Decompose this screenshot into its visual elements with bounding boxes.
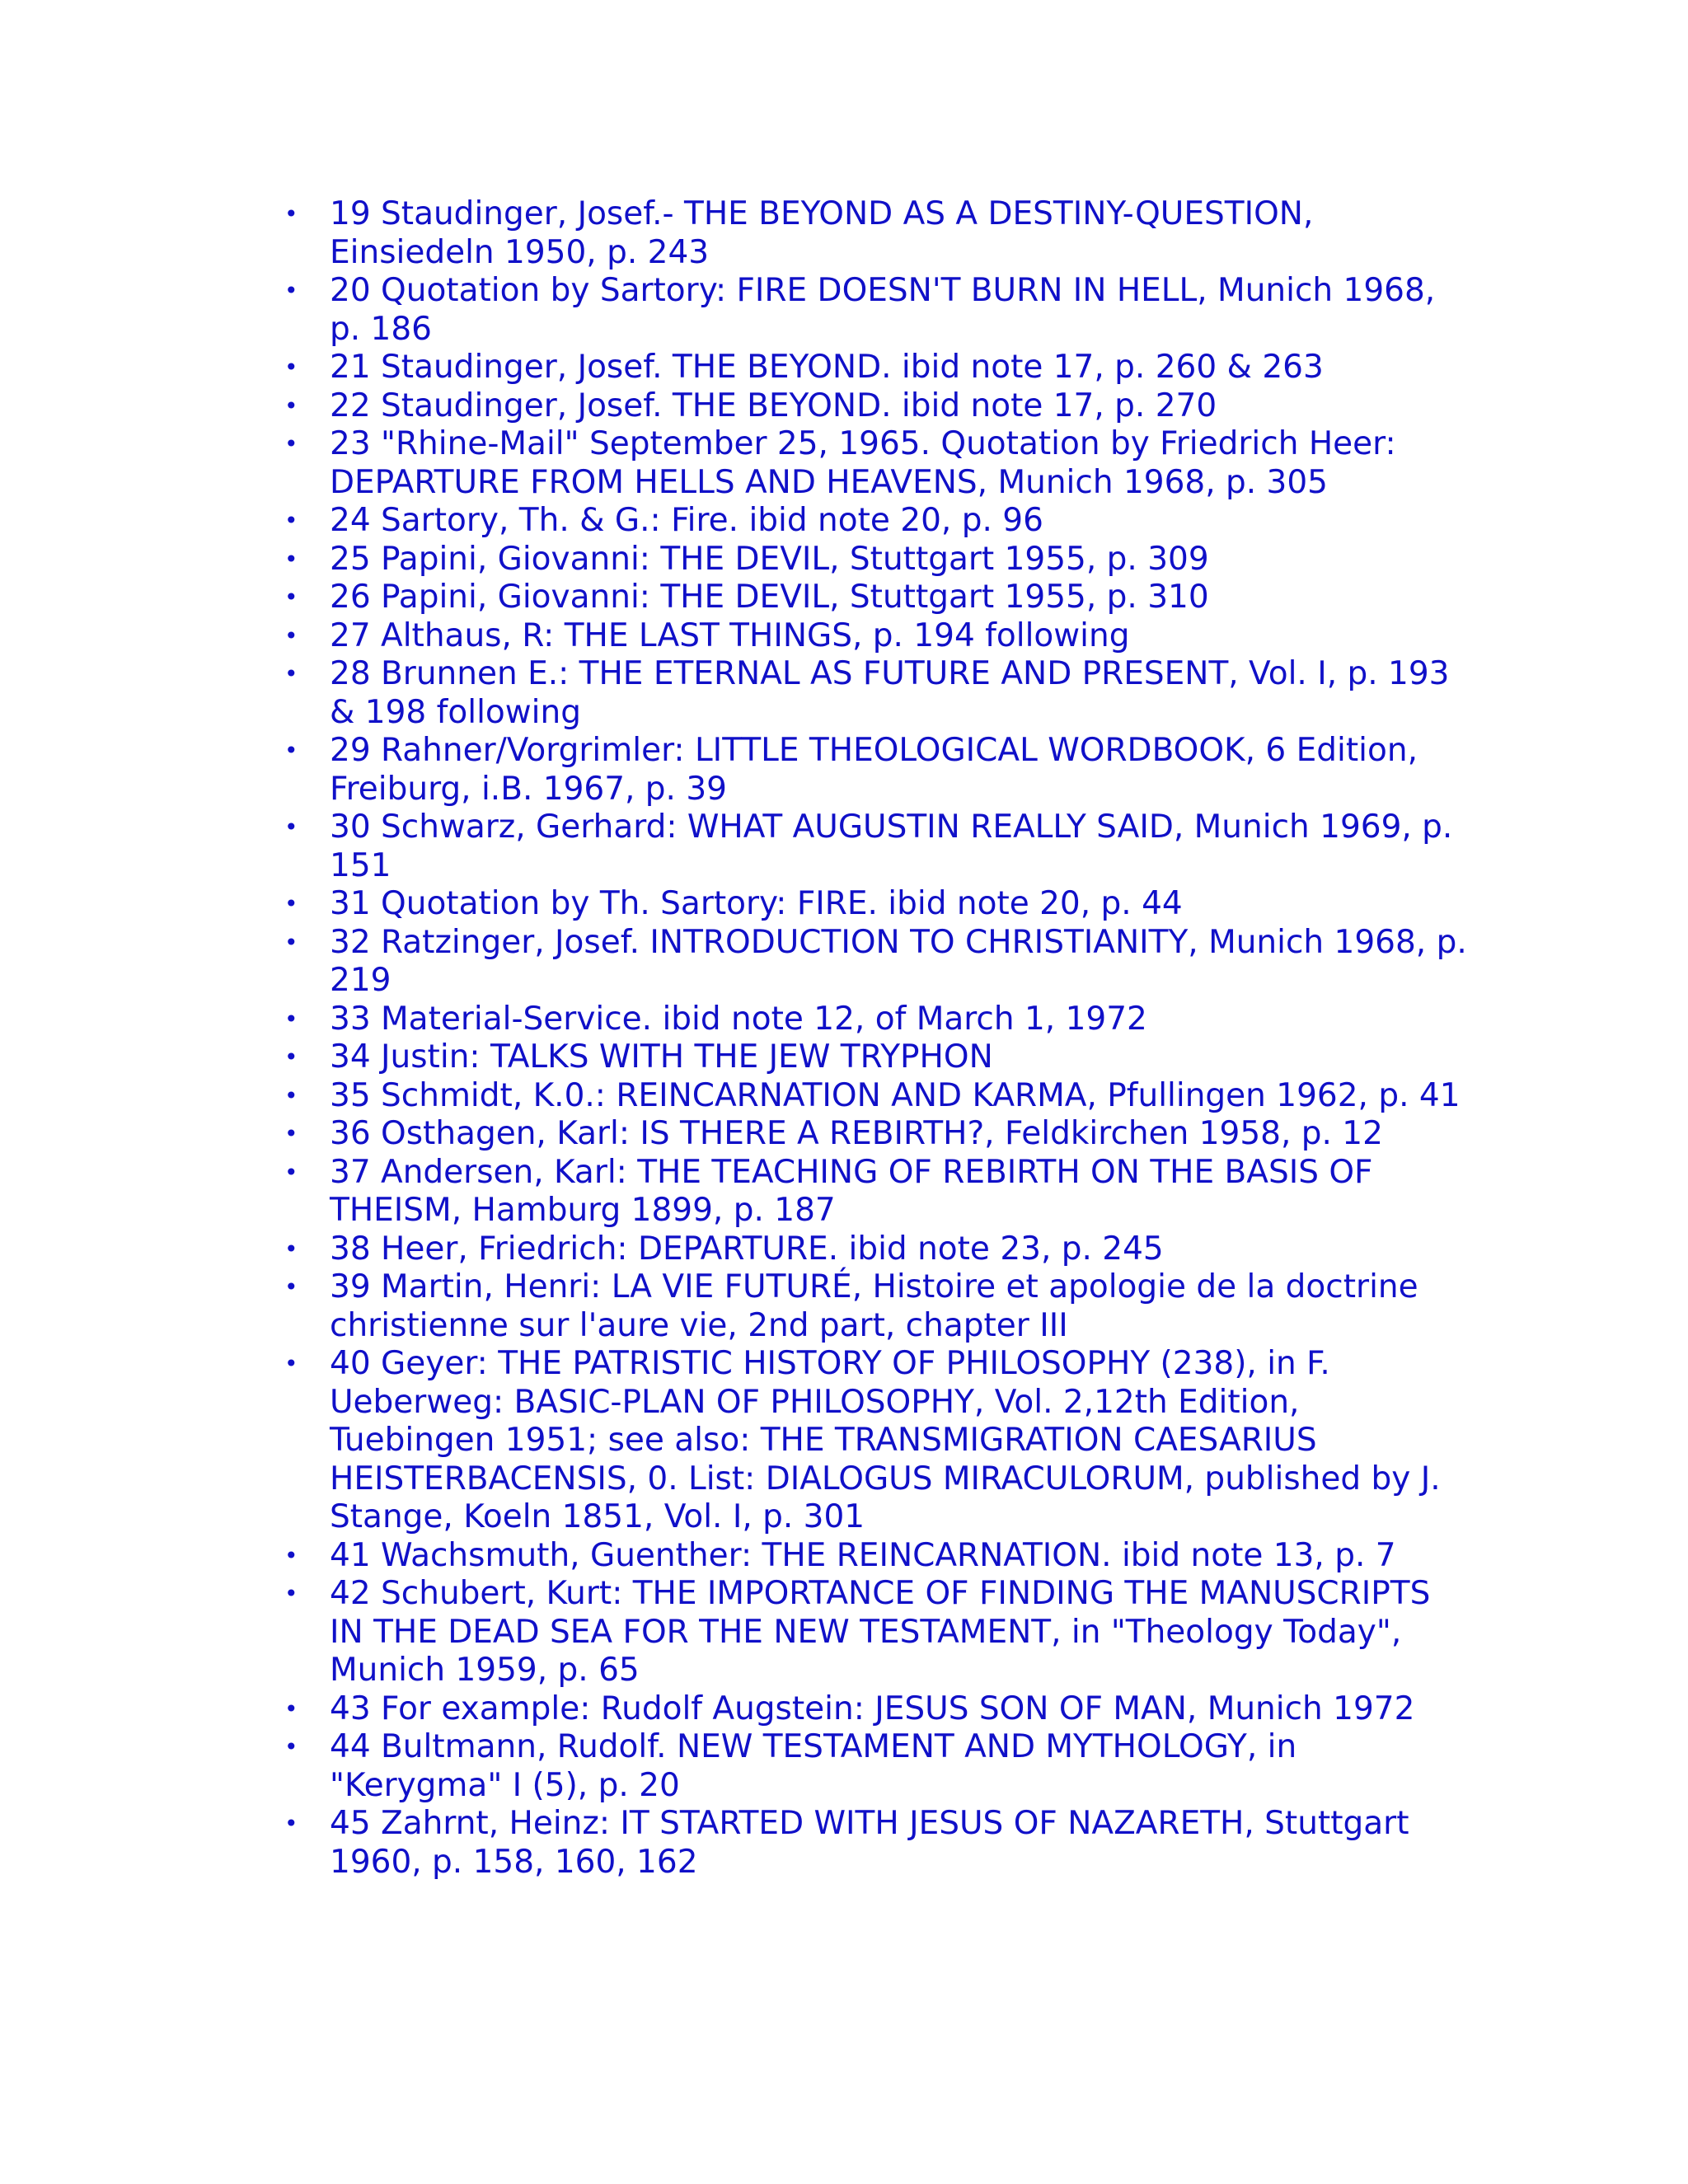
- list-item: [284, 425, 1467, 502]
- note-text: 21 Staudinger, Josef. THE BEYOND. ibid note 17, p. 260 & 263: [330, 349, 1324, 386]
- list-item: [284, 1690, 1467, 1729]
- list-item: [284, 923, 1467, 1001]
- bullet-icon: •: [284, 277, 298, 304]
- note-text: 45 Zahrnt, Heinz: IT STARTED WITH JESUS OF NAZARETH, Stuttgart 1960, p. 158, 160, 162: [330, 1805, 1409, 1881]
- list-item: [284, 1728, 1467, 1805]
- note-text: 35 Schmidt, K.0.: REINCARNATION AND KARMA, Pfullingen 1962, p. 41: [330, 1076, 1461, 1114]
- bullet-icon: •: [284, 1235, 298, 1263]
- note-text: 40 Geyer: THE PATRISTIC HISTORY OF PHILOSOPHY (238), in F. Ueberweg: BASIC-PLAN OF PHILOSOPHY, Vol. 2,12th Edition, Tuebingen 1951; see also: THE TRANSMIGRATION CAESARIUS HEISTERBACENSIS, 0. List: DIALOGUS MIRACULORUM, published by J. Stange, Koeln 1851, Vol. I, p. 301: [330, 1345, 1441, 1535]
- list-item: [284, 1805, 1467, 1882]
- list-item: [284, 540, 1467, 579]
- bullet-icon: •: [284, 1158, 298, 1186]
- note-text: 27 Althaus, R: THE LAST THINGS, p. 194 following: [330, 616, 1130, 654]
- note-text: 36 Osthagen, Karl: IS THERE A REBIRTH?, Feldkirchen 1958, p. 12: [330, 1115, 1383, 1152]
- list-item: [284, 1038, 1467, 1077]
- list-item: [284, 1153, 1467, 1230]
- list-item: [284, 1575, 1467, 1690]
- list-item: [284, 502, 1467, 541]
- note-text: 33 Material-Service. ibid note 12, of March 1, 1972: [330, 1000, 1147, 1038]
- bullet-icon: •: [284, 583, 298, 611]
- bullet-icon: •: [284, 1350, 298, 1377]
- note-text: 32 Ratzinger, Josef. INTRODUCTION TO CHRISTIANITY, Munich 1968, p. 219: [330, 923, 1467, 999]
- note-text: 41 Wachsmuth, Guenther: THE REINCARNATION. ibid note 13, p. 7: [330, 1536, 1396, 1574]
- bullet-icon: •: [284, 1120, 298, 1147]
- list-item: [284, 616, 1467, 656]
- note-text: 22 Staudinger, Josef. THE BEYOND. ibid note 17, p. 270: [330, 387, 1217, 424]
- bullet-icon: •: [284, 1005, 298, 1033]
- note-text: 26 Papini, Giovanni: THE DEVIL, Stuttgart 1955, p. 310: [330, 579, 1209, 616]
- list-item: [284, 349, 1467, 387]
- note-text: 30 Schwarz, Gerhard: WHAT AUGUSTIN REALLY SAID, Munich 1969, p. 151: [330, 808, 1453, 884]
- list-item: [284, 1115, 1467, 1154]
- bullet-icon: •: [284, 545, 298, 573]
- bullet-icon: •: [284, 1694, 298, 1722]
- footnotes-list: [284, 195, 1467, 1882]
- note-text: 20 Quotation by Sartory: FIRE DOESN'T BURN IN HELL, Munich 1968, p. 186: [330, 272, 1436, 348]
- note-text: 23 "Rhine-Mail" September 25, 1965. Quotation by Friedrich Heer: DEPARTURE FROM HELLS AND HEAVENS, Munich 1968, p. 305: [330, 425, 1396, 501]
- note-text: 34 Justin: TALKS WITH THE JEW TRYPHON: [330, 1038, 993, 1076]
- bullet-icon: •: [284, 660, 298, 687]
- list-item: [284, 579, 1467, 617]
- list-item: [284, 272, 1467, 349]
- bullet-icon: •: [284, 1541, 298, 1569]
- note-text: 42 Schubert, Kurt: THE IMPORTANCE OF FINDING THE MANUSCRIPTS IN THE DEAD SEA FOR THE NEW TESTAMENT, in "Theology Today", Munich 1959, p. 65: [330, 1575, 1431, 1689]
- bullet-icon: •: [284, 737, 298, 764]
- bullet-icon: •: [284, 1580, 298, 1607]
- bullet-icon: •: [284, 200, 298, 227]
- note-text: 25 Papini, Giovanni: THE DEVIL, Stuttgart 1955, p. 309: [330, 540, 1209, 578]
- list-item: [284, 387, 1467, 426]
- bullet-icon: •: [284, 1810, 298, 1837]
- list-item: [284, 655, 1467, 732]
- bullet-icon: •: [284, 1081, 298, 1109]
- bullet-icon: •: [284, 1043, 298, 1071]
- note-text: 37 Andersen, Karl: THE TEACHING OF REBIRTH ON THE BASIS OF THEISM, Hamburg 1899, p. 187: [330, 1153, 1373, 1229]
- bullet-icon: •: [284, 391, 298, 419]
- bullet-icon: •: [284, 813, 298, 841]
- note-text: 44 Bultmann, Rudolf. NEW TESTAMENT AND MYTHOLOGY, in "Kerygma" I (5), p. 20: [330, 1728, 1297, 1804]
- note-text: 19 Staudinger, Josef.- THE BEYOND AS A DESTINY-QUESTION, Einsiedeln 1950, p. 243: [330, 195, 1314, 271]
- list-item: [284, 1000, 1467, 1039]
- bullet-icon: •: [284, 354, 298, 381]
- bullet-icon: •: [284, 1273, 298, 1301]
- note-text: 24 Sartory, Th. & G.: Fire. ibid note 20, p. 96: [330, 502, 1043, 539]
- note-text: 38 Heer, Friedrich: DEPARTURE. ibid note 23, p. 245: [330, 1230, 1164, 1268]
- note-text: 28 Brunnen E.: THE ETERNAL AS FUTURE AND PRESENT, Vol. I, p. 193 & 198 following: [330, 655, 1450, 731]
- list-item: [284, 808, 1467, 885]
- note-text: 29 Rahner/Vorgrimler: LITTLE THEOLOGICAL WORDBOOK, 6 Edition, Freiburg, i.B. 1967, p. 39: [330, 732, 1418, 808]
- list-item: [284, 1268, 1467, 1345]
- bullet-icon: •: [284, 890, 298, 917]
- list-item: [284, 1230, 1467, 1269]
- bullet-icon: •: [284, 1733, 298, 1760]
- list-item: [284, 195, 1467, 272]
- bullet-icon: •: [284, 430, 298, 457]
- list-item: [284, 1345, 1467, 1537]
- note-text: 43 For example: Rudolf Augstein: JESUS SON OF MAN, Munich 1972: [330, 1690, 1415, 1727]
- list-item: [284, 1536, 1467, 1576]
- list-item: [284, 732, 1467, 808]
- bullet-icon: •: [284, 621, 298, 649]
- list-item: [284, 885, 1467, 924]
- list-item: [284, 1076, 1467, 1116]
- note-text: 39 Martin, Henri: LA VIE FUTURÉ, Histoire et apologie de la doctrine christienne sur l'aure vie, 2nd part, chapter III: [330, 1268, 1418, 1344]
- bullet-icon: •: [284, 928, 298, 956]
- note-text: 31 Quotation by Th. Sartory: FIRE. ibid note 20, p. 44: [330, 885, 1183, 922]
- bullet-icon: •: [284, 507, 298, 534]
